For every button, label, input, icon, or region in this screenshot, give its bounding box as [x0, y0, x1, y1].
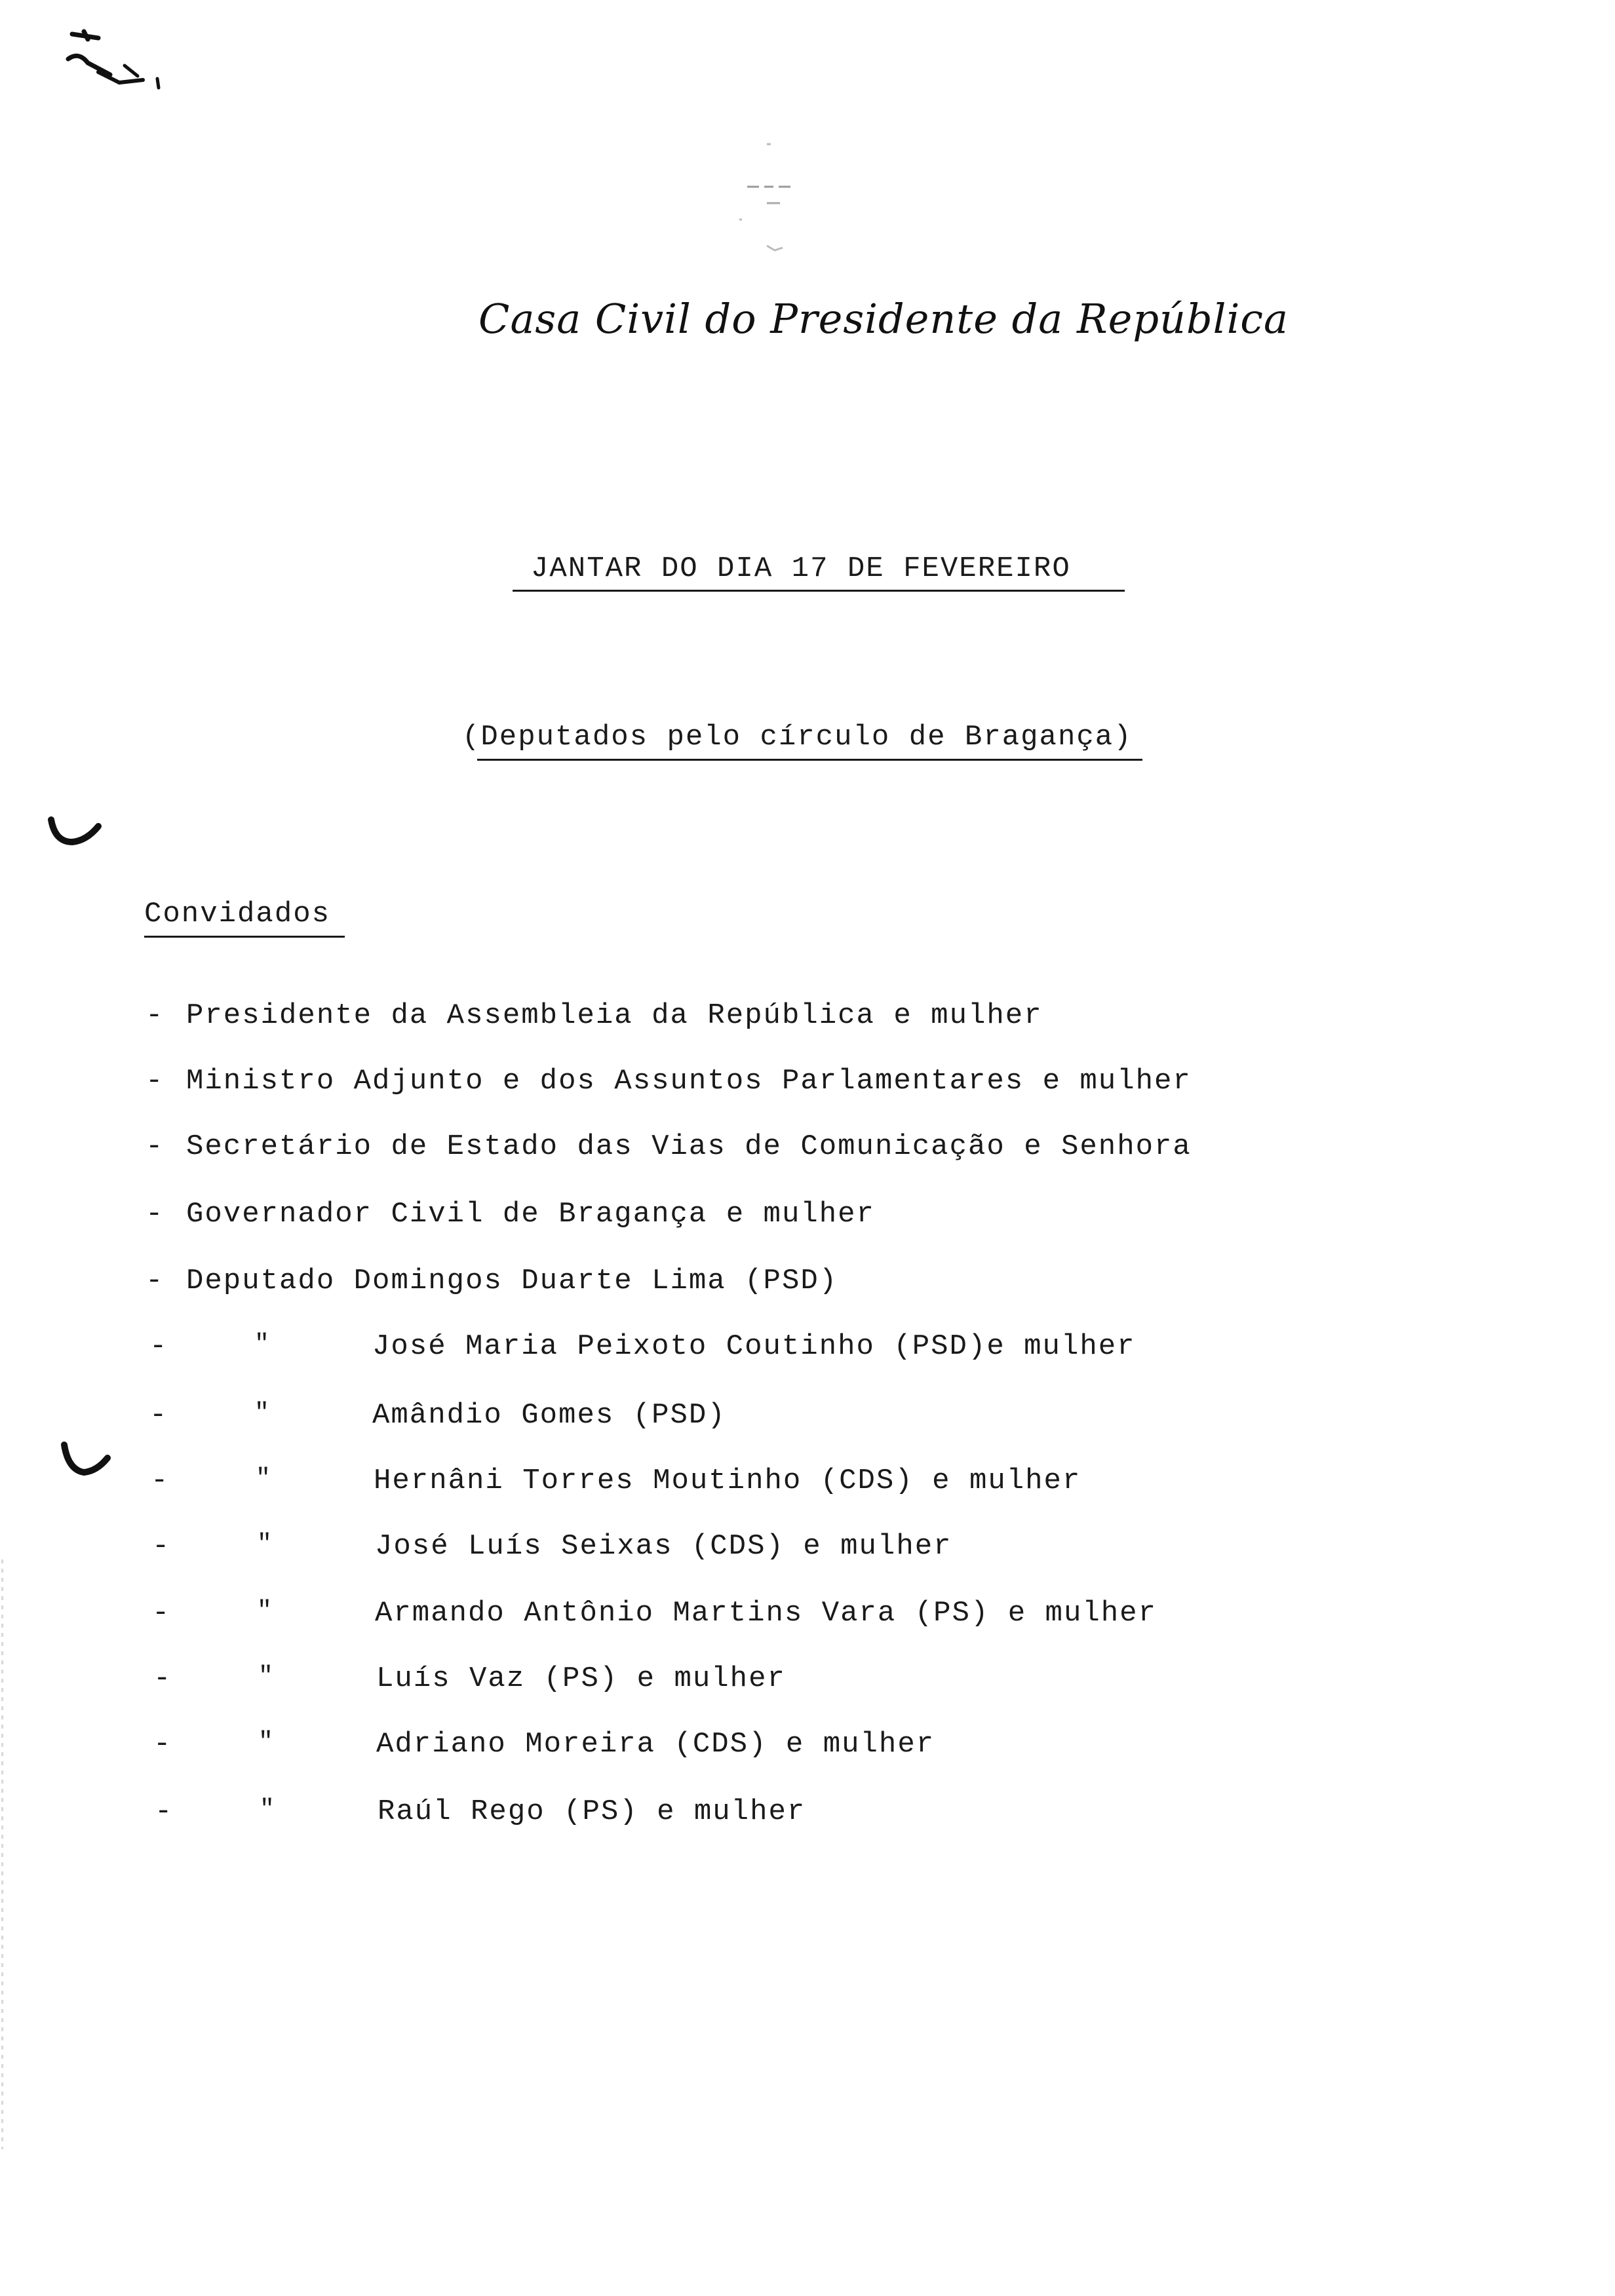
list-dash: - — [146, 999, 165, 1032]
ditto-mark: " — [257, 1597, 273, 1625]
list-item — [146, 1065, 1192, 1104]
list-dash: - — [155, 1795, 174, 1828]
guest-text: Raúl Rego (PS) e mulher — [378, 1795, 806, 1828]
title-underline — [513, 590, 1125, 592]
guest-text: Luís Vaz (PS) e mulher — [376, 1662, 786, 1695]
document-subtitle: (Deputados pelo círculo de Bragança) — [462, 721, 1133, 754]
list-item — [151, 1464, 1081, 1504]
check-tick-icon — [46, 809, 105, 855]
guest-text: Deputado Domingos Duarte Lima (PSD) — [186, 1265, 838, 1297]
list-item — [149, 1330, 1136, 1369]
guest-text: Adriano Moreira (CDS) e mulher — [376, 1728, 935, 1761]
guest-text: Hernâni Torres Moutinho (CDS) e mulher — [374, 1464, 1081, 1497]
letterhead: Casa Civil do Presidente da República — [478, 295, 1289, 343]
subtitle-underline — [477, 759, 1142, 761]
list-dash: - — [153, 1728, 172, 1761]
section-label: Convidados — [144, 898, 331, 930]
ditto-mark: " — [256, 1464, 272, 1493]
list-dash: - — [146, 1065, 165, 1098]
faint-scan-marks-icon — [728, 138, 819, 262]
list-dash: - — [146, 1130, 165, 1163]
guest-text: Ministro Adjunto e dos Assuntos Parlamentares e mulher — [186, 1065, 1192, 1098]
list-item — [153, 1662, 786, 1702]
list-item — [146, 1198, 875, 1237]
section-underline — [144, 936, 345, 938]
list-item — [152, 1530, 952, 1569]
list-item — [146, 999, 1043, 1039]
ditto-mark: " — [257, 1530, 273, 1558]
guest-text: Governador Civil de Bragança e mulher — [186, 1198, 875, 1231]
list-dash: - — [152, 1530, 171, 1563]
list-item — [149, 1399, 726, 1438]
ditto-mark: " — [254, 1330, 271, 1358]
guest-text: José Maria Peixoto Coutinho (PSD)e mulher — [372, 1330, 1136, 1363]
guest-text: Presidente da Assembleia da República e mulher — [186, 999, 1043, 1032]
list-item — [155, 1795, 806, 1835]
scan-edge-line — [1, 1559, 3, 2149]
handwritten-mark-icon — [59, 20, 177, 92]
list-item — [152, 1597, 1157, 1636]
list-dash: - — [149, 1330, 168, 1363]
list-dash: - — [149, 1399, 168, 1432]
check-tick-icon — [58, 1438, 117, 1484]
list-dash: - — [152, 1597, 171, 1630]
document-title: JANTAR DO DIA 17 DE FEVEREIRO — [531, 552, 1071, 585]
list-dash: - — [146, 1198, 165, 1231]
list-dash: - — [151, 1464, 170, 1497]
guest-text: Amândio Gomes (PSD) — [372, 1399, 726, 1432]
guest-text: Secretário de Estado das Vias de Comunicação e Senhora — [186, 1130, 1192, 1163]
list-dash: - — [153, 1662, 172, 1695]
list-item — [153, 1728, 935, 1767]
ditto-mark: " — [258, 1728, 275, 1756]
list-item — [146, 1265, 838, 1304]
guest-text: José Luís Seixas (CDS) e mulher — [375, 1530, 952, 1563]
list-item — [146, 1130, 1192, 1170]
ditto-mark: " — [260, 1795, 276, 1824]
guest-text: Armando Antônio Martins Vara (PS) e mulher — [375, 1597, 1157, 1630]
list-dash: - — [146, 1265, 165, 1297]
ditto-mark: " — [254, 1399, 271, 1427]
ditto-mark: " — [258, 1662, 275, 1691]
